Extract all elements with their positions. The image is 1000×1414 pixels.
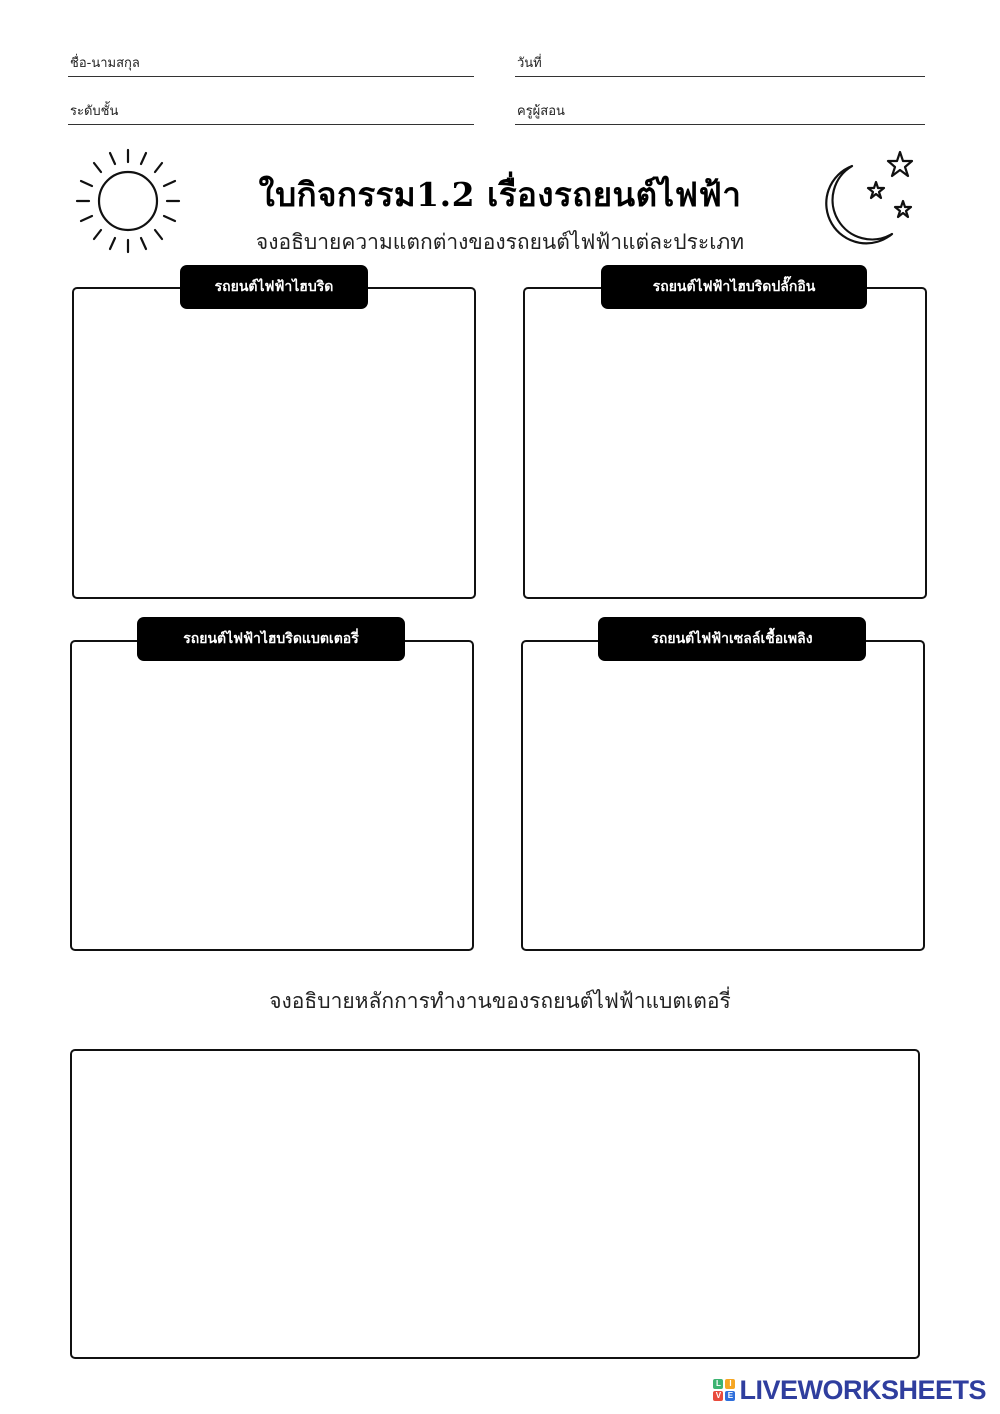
date-field[interactable] — [515, 52, 925, 77]
logo-letter-v: V — [713, 1391, 723, 1401]
logo-letter-i: I — [725, 1379, 735, 1389]
answer-box-hybrid[interactable] — [72, 287, 476, 599]
teacher-label: ครูผู้สอน — [517, 104, 565, 119]
logo-letter-l: L — [713, 1379, 723, 1389]
sun-icon — [74, 148, 184, 254]
box-label-hybrid: รถยนต์ไฟฟ้าไฮบริด — [180, 265, 368, 309]
worksheet-instruction: จงอธิบายความแตกต่างของรถยนต์ไฟฟ้าแต่ละประเภท — [255, 230, 745, 254]
box-label-battery-hybrid: รถยนต์ไฟฟ้าไฮบริดแบตเตอรี่ — [137, 617, 405, 661]
answer-box-plugin-hybrid[interactable] — [523, 287, 927, 599]
liveworksheets-brand — [713, 1374, 986, 1406]
teacher-field[interactable] — [515, 100, 925, 125]
moon-stars-icon — [812, 146, 922, 250]
box-label-plugin-hybrid: รถยนต์ไฟฟ้าไฮบริดปลั๊กอิน — [601, 265, 867, 309]
name-field[interactable] — [68, 52, 474, 77]
answer-box-fuel-cell[interactable] — [521, 640, 925, 951]
brand-name: LIVEWORKSHEETS — [739, 1374, 986, 1405]
question-battery-ev: จงอธิบายหลักการทำงานของรถยนต์ไฟฟ้าแบตเตอรี่ — [269, 989, 731, 1013]
answer-box-battery-hybrid[interactable] — [70, 640, 474, 951]
class-field[interactable] — [68, 100, 474, 125]
liveworksheets-logo-icon — [713, 1379, 735, 1401]
date-label: วันที่ — [517, 56, 542, 71]
name-label: ชื่อ-นามสกุล — [70, 56, 140, 71]
answer-box-battery-ev[interactable] — [70, 1049, 920, 1359]
logo-letter-e: E — [725, 1391, 735, 1401]
worksheet-title: ใบกิจกรรม1.2 เรื่องรถยนต์ไฟฟ้า — [258, 175, 742, 214]
class-label: ระดับชั้น — [70, 104, 119, 119]
box-label-fuel-cell: รถยนต์ไฟฟ้าเซลล์เชื้อเพลิง — [598, 617, 866, 661]
